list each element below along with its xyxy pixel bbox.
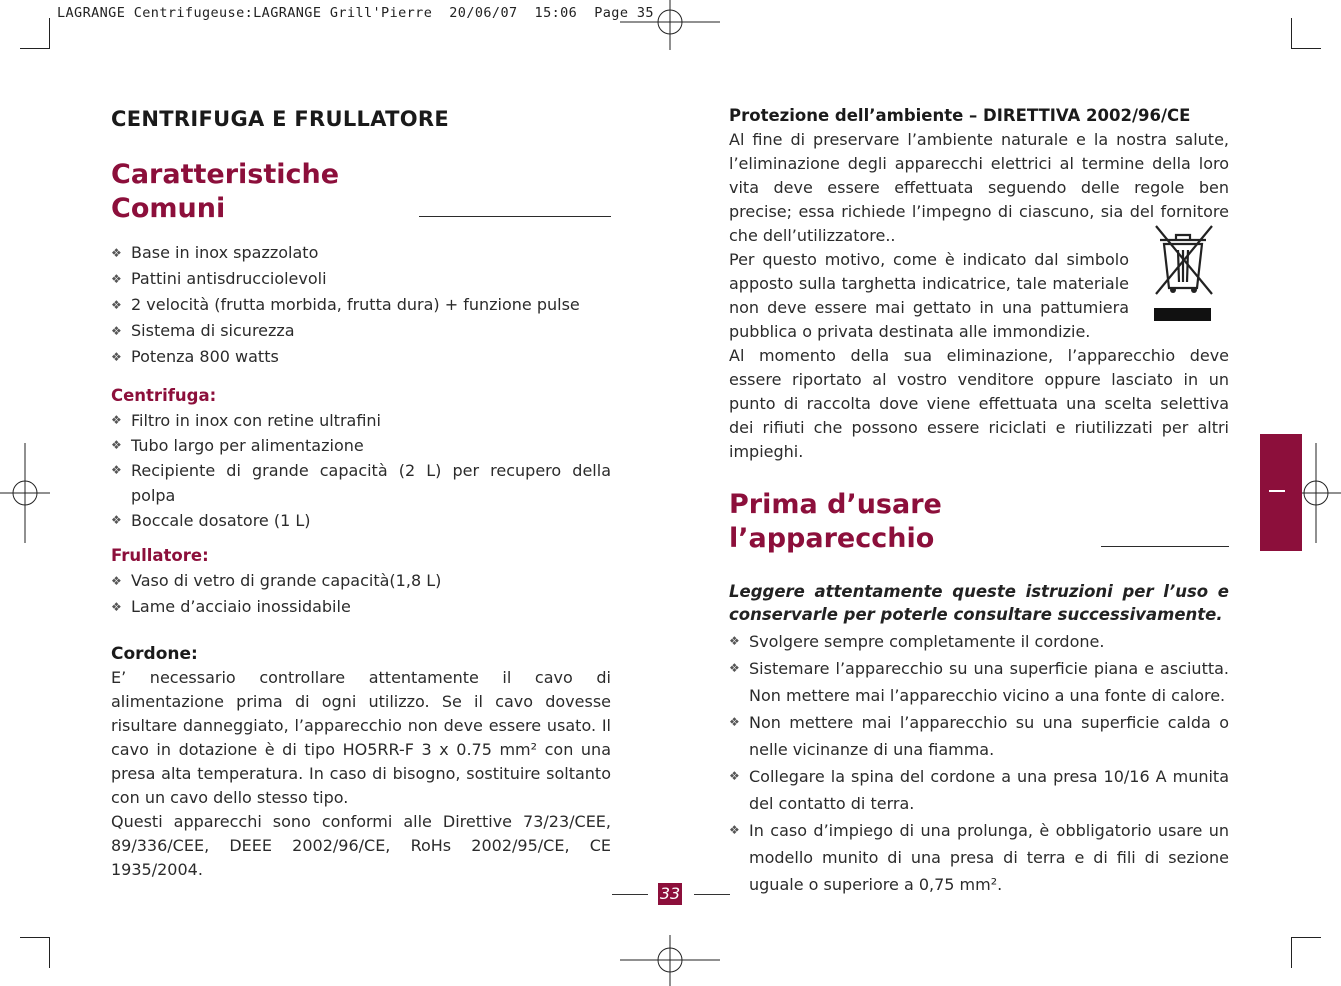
print-header: LAGRANGE Centrifugeuse:LAGRANGE Grill'Pierre 20/06/07 15:06 Page 35: [57, 5, 654, 21]
diamond-bullet-icon: ❖: [111, 298, 122, 312]
cordone-title: Cordone:: [111, 644, 198, 664]
common-features-list: [111, 240, 611, 370]
heading-text: Caratteristiche Comuni: [111, 159, 340, 224]
safety-list: [729, 628, 1229, 898]
heading-text: Prima d’usare l’apparecchio: [729, 489, 942, 554]
list-item: ❖ Sistema di sicurezza: [111, 318, 611, 344]
list-item: ❖ Tubo largo per alimentazione: [111, 433, 611, 458]
list-item: ❖ Recipiente di grande capacità (2 L) per recupero della polpa: [111, 458, 611, 508]
crossed-bin-icon: [1148, 222, 1218, 324]
diamond-bullet-icon: ❖: [729, 661, 740, 675]
list-item: ❖ Boccale dosatore (1 L): [111, 508, 611, 533]
diamond-bullet-icon: ❖: [111, 350, 122, 364]
page-number-rule: [694, 894, 730, 895]
environment-paragraph-2: Per questo motivo, come è indicato dal simbolo apposto sulla targhetta indicatrice, tale materiale non deve essere mai gettato in una pattumiera pubblica o privata destinata alle immondizie.: [729, 250, 1129, 341]
list-item: ❖ 2 velocità (frutta morbida, frutta dura) + funzione pulse: [111, 292, 611, 318]
list-item: ❖ Svolgere sempre completamente il cordone.: [729, 628, 1229, 655]
list-item: ❖ Collegare la spina del cordone a una presa 10/16 A munita del contatto di terra.: [729, 763, 1229, 817]
cordone-text: E’ necessario controllare attentamente il cavo di alimentazione prima di ogni utilizzo. Se il cavo dovesse risultare danneggiato, l’apparecchio non deve essere usato. Il cavo in dotazione è di tipo HO5RR-F 3 x 0.75 mm² con una presa alta temperatura. In caso di bisogno, sostituire soltanto con un cavo dello stesso tipo.: [111, 668, 611, 807]
list-item: ❖ Pattini antisdrucciolevoli: [111, 266, 611, 292]
list-item: ❖ Filtro in inox con retine ultrafini: [111, 408, 611, 433]
diamond-bullet-icon: ❖: [111, 272, 122, 286]
diamond-bullet-icon: ❖: [111, 574, 122, 588]
diamond-bullet-icon: ❖: [111, 413, 122, 427]
list-item: ❖ Base in inox spazzolato: [111, 240, 611, 266]
diamond-bullet-icon: ❖: [729, 823, 740, 837]
list-item: ❖ Potenza 800 watts: [111, 344, 611, 370]
intro-text: Leggere attentamente queste istruzioni per l’uso e conservarle per poterle consultare successivamente.: [729, 582, 1229, 624]
diamond-bullet-icon: ❖: [111, 324, 122, 338]
conformity-text: Questi apparecchi sono conformi alle Direttive 73/23/CEE, 89/336/CEE, DEEE 2002/96/CE, RoHs 2002/95/CE, CE 1935/2004.: [111, 812, 611, 879]
diamond-bullet-icon: ❖: [729, 715, 740, 729]
page-number-rule: [612, 894, 648, 895]
diamond-bullet-icon: ❖: [729, 769, 740, 783]
list-item: ❖ Sistemare l’apparecchio su una superficie piana e asciutta. Non mettere mai l’apparecchio vicino a una fonte di calore.: [729, 655, 1229, 709]
frullatore-list: [111, 568, 611, 620]
frullatore-title: Frullatore:: [111, 546, 209, 565]
list-item: ❖ Lame d’acciaio inossidabile: [111, 594, 611, 620]
list-item: ❖ In caso d’impiego di una prolunga, è obbligatorio usare un modello munito di una presa di terra e di fili di sezione uguale o superiore a 0,75 mm².: [729, 817, 1229, 898]
diamond-bullet-icon: ❖: [111, 463, 122, 477]
diamond-bullet-icon: ❖: [729, 634, 740, 648]
page-number: 33: [659, 884, 681, 903]
environment-paragraph-1: Al fine di preservare l’ambiente naturale e la nostra salute, l’eliminazione degli apparecchi elettrici al termine della loro vita deve essere effettuata seguendo delle regole ben precise; essa richiede l’impegno di ciascuno, sia del fornitore che dell’utilizzatore..: [729, 130, 1229, 245]
diamond-bullet-icon: ❖: [111, 438, 122, 452]
heading-common-features: [111, 158, 611, 226]
centrifuga-title: Centrifuga:: [111, 386, 217, 405]
list-item: ❖ Vaso di vetro di grande capacità(1,8 L): [111, 568, 611, 594]
centrifuga-list: [111, 408, 611, 533]
diamond-bullet-icon: ❖: [111, 600, 122, 614]
list-item: ❖ Non mettere mai l’apparecchio su una superficie calda o nelle vicinanze di una fiamma.: [729, 709, 1229, 763]
diamond-bullet-icon: ❖: [111, 246, 122, 260]
left-column: [111, 104, 611, 882]
diamond-bullet-icon: ❖: [111, 513, 122, 527]
registration-mark-icon: [620, 935, 720, 986]
registration-mark-icon: [620, 0, 720, 50]
section-tab: [1260, 434, 1302, 551]
heading-before-use: [729, 488, 1229, 556]
registration-mark-icon: [0, 443, 50, 543]
environment-title: Protezione dell’ambiente – DIRETTIVA 2002/96/CE: [729, 106, 1191, 125]
environment-paragraph-3: Al momento della sua eliminazione, l’apparecchio deve essere riportato al vostro venditore oppure lasciato in un punto di raccolta dove viene effettuata una scelta selettiva dei rifiuti che possono essere riciclati e riutilizzati per altri impieghi.: [729, 346, 1229, 461]
section-title: CENTRIFUGA E FRULLATORE: [111, 107, 450, 131]
